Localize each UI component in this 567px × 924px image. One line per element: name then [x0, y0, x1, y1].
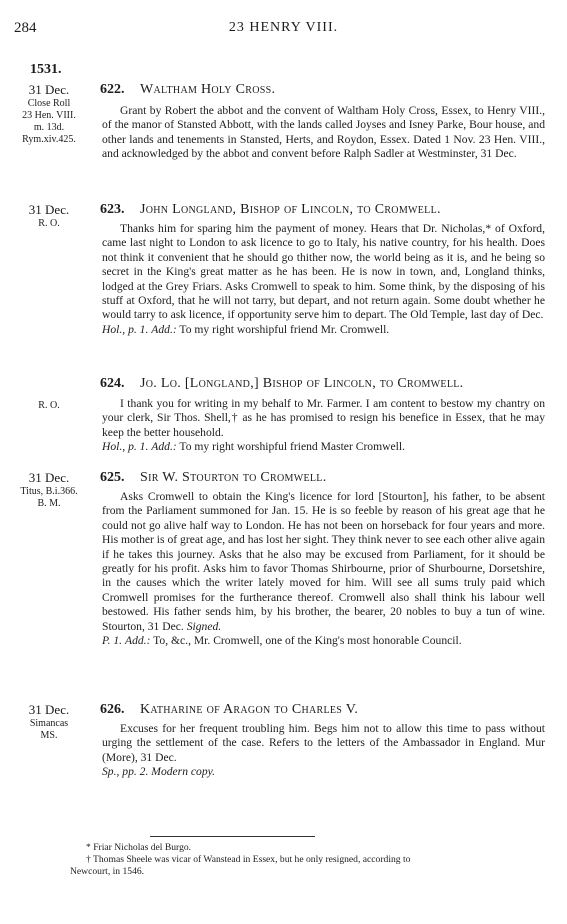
entry-number: 622. — [100, 82, 125, 97]
address-label: Add.: — [151, 322, 177, 336]
page-number: 284 — [14, 20, 37, 36]
entry-physical-note — [102, 765, 545, 779]
margin-source: m. 13d. — [33, 122, 65, 133]
copy-note: Modern copy. — [151, 765, 216, 779]
margin-source: R. O. — [38, 400, 60, 411]
entry-heading-623 — [100, 202, 441, 218]
footnote: * Friar Nicholas del Burgo. — [86, 842, 192, 853]
entry-number: 624. — [100, 376, 125, 391]
entry-title: John Longland, Bishop of Lincoln, to Cromwell. — [140, 202, 441, 217]
margin-note-622 — [6, 82, 92, 146]
footnote-divider — [150, 836, 315, 837]
entry-paragraph: Excuses for her frequent troubling him. Begs him not to allow this time to pass without urging the settlement of the case. Refers to the letters of the Ambassador in England. Mur (More), 31 Dec. — [102, 722, 545, 764]
margin-source: Titus, B.i.366. — [20, 486, 78, 497]
year-heading: 1531. — [30, 62, 62, 77]
margin-note-626 — [6, 702, 92, 742]
entry-body-622 — [102, 104, 545, 162]
margin-note-624 — [6, 400, 92, 412]
address-text: To my right worshipful friend Mr. Cromwell. — [179, 322, 390, 336]
margin-source: Rym.xiv.425. — [22, 134, 76, 145]
entry-paragraph: Grant by Robert the abbot and the convent of Waltham Holy Cross, Essex, to Henry VIII., of the manor of Stansted Abbott, with the lands called Joyses and Isney Parke, Bour house, and other lands and tenements in Stansted, Herts, and Roydon, Essex. Dated 1 Nov. 23 Hen. VIII., and acknowledged by the abbot and convent before Ralph Sadler at Westminster, 31 Dec. — [102, 104, 545, 161]
entry-heading-625 — [100, 470, 327, 486]
running-title: 23 HENRY VIII. — [228, 20, 339, 35]
margin-date: 31 Dec. — [28, 202, 70, 217]
margin-date: 31 Dec. — [28, 82, 70, 97]
entry-physical-note — [102, 440, 545, 454]
entry-number: 623. — [100, 202, 125, 217]
entry-heading-624 — [100, 376, 463, 392]
entry-paragraph: Thanks him for sparing him the payment of money. Hears that Dr. Nicholas,* of Oxford, came last night to London to ask licence to go to Italy, his native country, for his health. Does not think it convenient that he should go thither now, the world being as it is, and he being so secret in the King's great matter as he has been. He is now in town, and, Longland thinks, lodged at the Grey Friars. Asks Cromwell to speak to him. Some think, by the disposing of his stuff at Oxford, that he will not tarry, but depart, and not return again. Some doubt whether he would tarry to ask licence, if opportunity serve him to depart. The Old Temple, last day of Dec. — [102, 222, 545, 322]
entry-body-623 — [102, 222, 545, 337]
margin-source: R. O. — [38, 218, 60, 229]
holograph-note: P. 1. — [102, 634, 123, 648]
entry-number: 626. — [100, 702, 125, 717]
entry-title: Katharine of Aragon to Charles V. — [140, 702, 359, 717]
entry-number: 625. — [100, 470, 125, 485]
margin-source: MS. — [40, 730, 58, 741]
margin-date: 31 Dec. — [28, 470, 70, 485]
margin-date: 31 Dec. — [28, 702, 70, 717]
margin-source: 23 Hen. VIII. — [22, 110, 76, 121]
margin-source: Close Roll — [27, 98, 71, 109]
holograph-note: Hol., p. 1. — [102, 322, 149, 336]
entry-title: Sir W. Stourton to Cromwell. — [140, 470, 327, 485]
address-text: To, &c., Mr. Cromwell, one of the King's most honorable Council. — [153, 634, 462, 648]
entry-heading-626 — [100, 702, 358, 718]
margin-note-623 — [6, 202, 92, 230]
holograph-note: Hol., p. 1. — [102, 440, 149, 454]
address-text: To my right worshipful friend Master Cromwell. — [179, 440, 405, 454]
entry-paragraph-text: Asks Cromwell to obtain the King's licence for lord [Stourton], his father, to be absent from the Parliament summoned for Jan. 15. He is so feeble by reason of his great age that he could not go alive half way to London. He has not been on horseback for four years and more. His mother is of great age, and has lost her sight. They think never to see each other alive again if he takes this journey. Asks that he also may be excused from Parliament, for it should be greatly for his profit. Asks him to favor Thomas Shirbourne, prior of Shurbourne, Dorsetshire, in the causes which the writer lately moved for him. Will see all sums truly paid which Cromwell promises for the furtherance thereof. Cromwell also shall think his labour well bestowed. His father sends him, by his brother, the bearer, 20 nobles to buy a tun of wine. Stourton, 31 Dec. — [102, 490, 545, 633]
entry-paragraph — [102, 490, 545, 634]
address-label: Add.: — [125, 634, 151, 648]
margin-note-625 — [6, 470, 92, 510]
entry-physical-note — [102, 634, 545, 648]
entry-physical-note — [102, 323, 545, 337]
footnote-continuation: Newcourt, in 1546. — [70, 866, 145, 877]
entry-title: Waltham Holy Cross. — [140, 82, 276, 97]
address-label: Add.: — [151, 440, 177, 454]
entry-paragraph: I thank you for writing in my behalf to Mr. Farmer. I am content to bestow my chantry on your clerk, Sir Thos. Shell,† as he has promised to resign his benefice in Essex, that he may keep the better household. — [102, 397, 545, 439]
page-header — [14, 20, 553, 40]
margin-source: B. M. — [37, 498, 61, 509]
margin-source: Simancas — [29, 718, 69, 729]
entry-title: Jo. Lo. [Longland,] Bishop of Lincoln, to Cromwell. — [140, 376, 464, 391]
entry-body-626 — [102, 722, 545, 780]
entry-body-624 — [102, 397, 545, 455]
entry-body-625 — [102, 490, 545, 648]
footnotes — [70, 842, 540, 878]
entry-heading-622 — [100, 82, 275, 98]
holograph-note: Sp., pp. 2. — [102, 765, 149, 779]
signed-note: Signed. — [186, 619, 222, 633]
footnote: † Thomas Sheele was vicar of Wanstead in Essex, but he only resigned, according to — [86, 854, 411, 865]
